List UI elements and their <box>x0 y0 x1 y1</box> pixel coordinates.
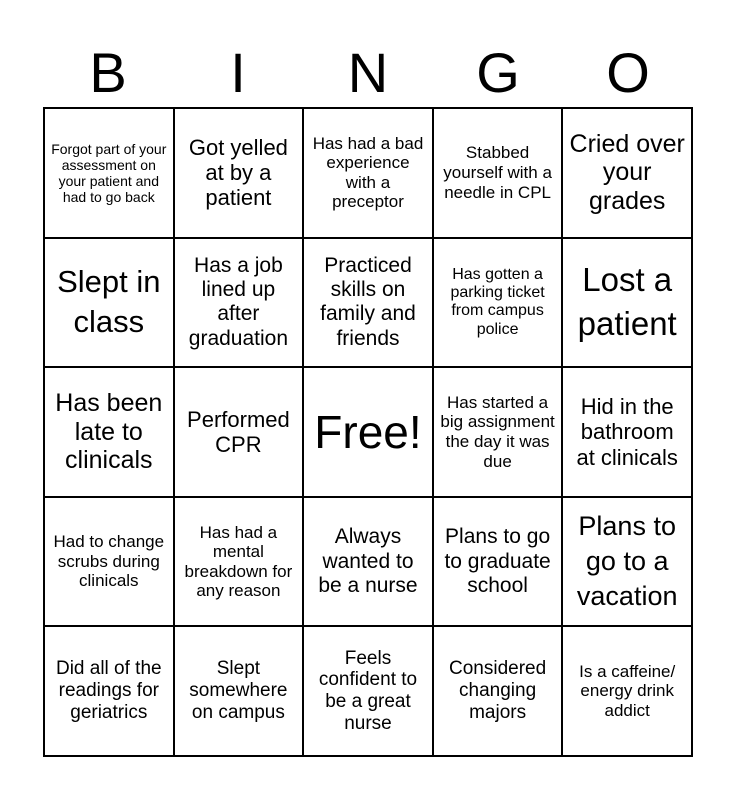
bingo-cell[interactable]: Performed CPR <box>174 367 304 497</box>
bingo-cell[interactable]: Had to change scrubs during clinicals <box>44 497 174 627</box>
bingo-cell[interactable]: Stabbed yourself with a needle in CPL <box>433 108 563 238</box>
bingo-cell[interactable]: Hid in the bathroom at clinicals <box>562 367 692 497</box>
header-letter-g: G <box>476 41 520 104</box>
bingo-cell[interactable]: Plans to go to graduate school <box>433 497 563 627</box>
bingo-cell[interactable]: Considered changing majors <box>433 626 563 756</box>
bingo-header <box>43 40 693 106</box>
bingo-cell[interactable]: Practiced skills on family and friends <box>303 238 433 368</box>
bingo-cell[interactable]: Did all of the readings for geriatrics <box>44 626 174 756</box>
bingo-cell[interactable]: Slept somewhere on campus <box>174 626 304 756</box>
bingo-cell[interactable]: Is a caffeine/ energy drink addict <box>562 626 692 756</box>
bingo-cell[interactable]: Has started a big assignment the day it was due <box>433 367 563 497</box>
bingo-cell[interactable]: Lost a patient <box>562 238 692 368</box>
bingo-cell[interactable]: Got yelled at by a patient <box>174 108 304 238</box>
header-letter-i: I <box>230 41 246 104</box>
free-space[interactable]: Free! <box>303 367 433 497</box>
bingo-cell[interactable]: Forgot part of your assessment on your patient and had to go back <box>44 108 174 238</box>
bingo-cell[interactable]: Plans to go to a vacation <box>562 497 692 627</box>
bingo-cell[interactable]: Has been late to clinicals <box>44 367 174 497</box>
header-letter-b: B <box>89 41 127 104</box>
bingo-cell[interactable]: Has had a bad experience with a preceptor <box>303 108 433 238</box>
bingo-cell[interactable]: Has a job lined up after graduation <box>174 238 304 368</box>
bingo-cell[interactable]: Slept in class <box>44 238 174 368</box>
header-letter-n: N <box>347 41 389 104</box>
header-letter-o: O <box>606 41 650 104</box>
bingo-cell[interactable]: Feels confident to be a great nurse <box>303 626 433 756</box>
bingo-cell[interactable]: Cried over your grades <box>562 108 692 238</box>
bingo-card <box>43 107 693 757</box>
bingo-cell[interactable]: Has gotten a parking ticket from campus police <box>433 238 563 368</box>
bingo-cell[interactable]: Always wanted to be a nurse <box>303 497 433 627</box>
bingo-cell[interactable]: Has had a mental breakdown for any reason <box>174 497 304 627</box>
